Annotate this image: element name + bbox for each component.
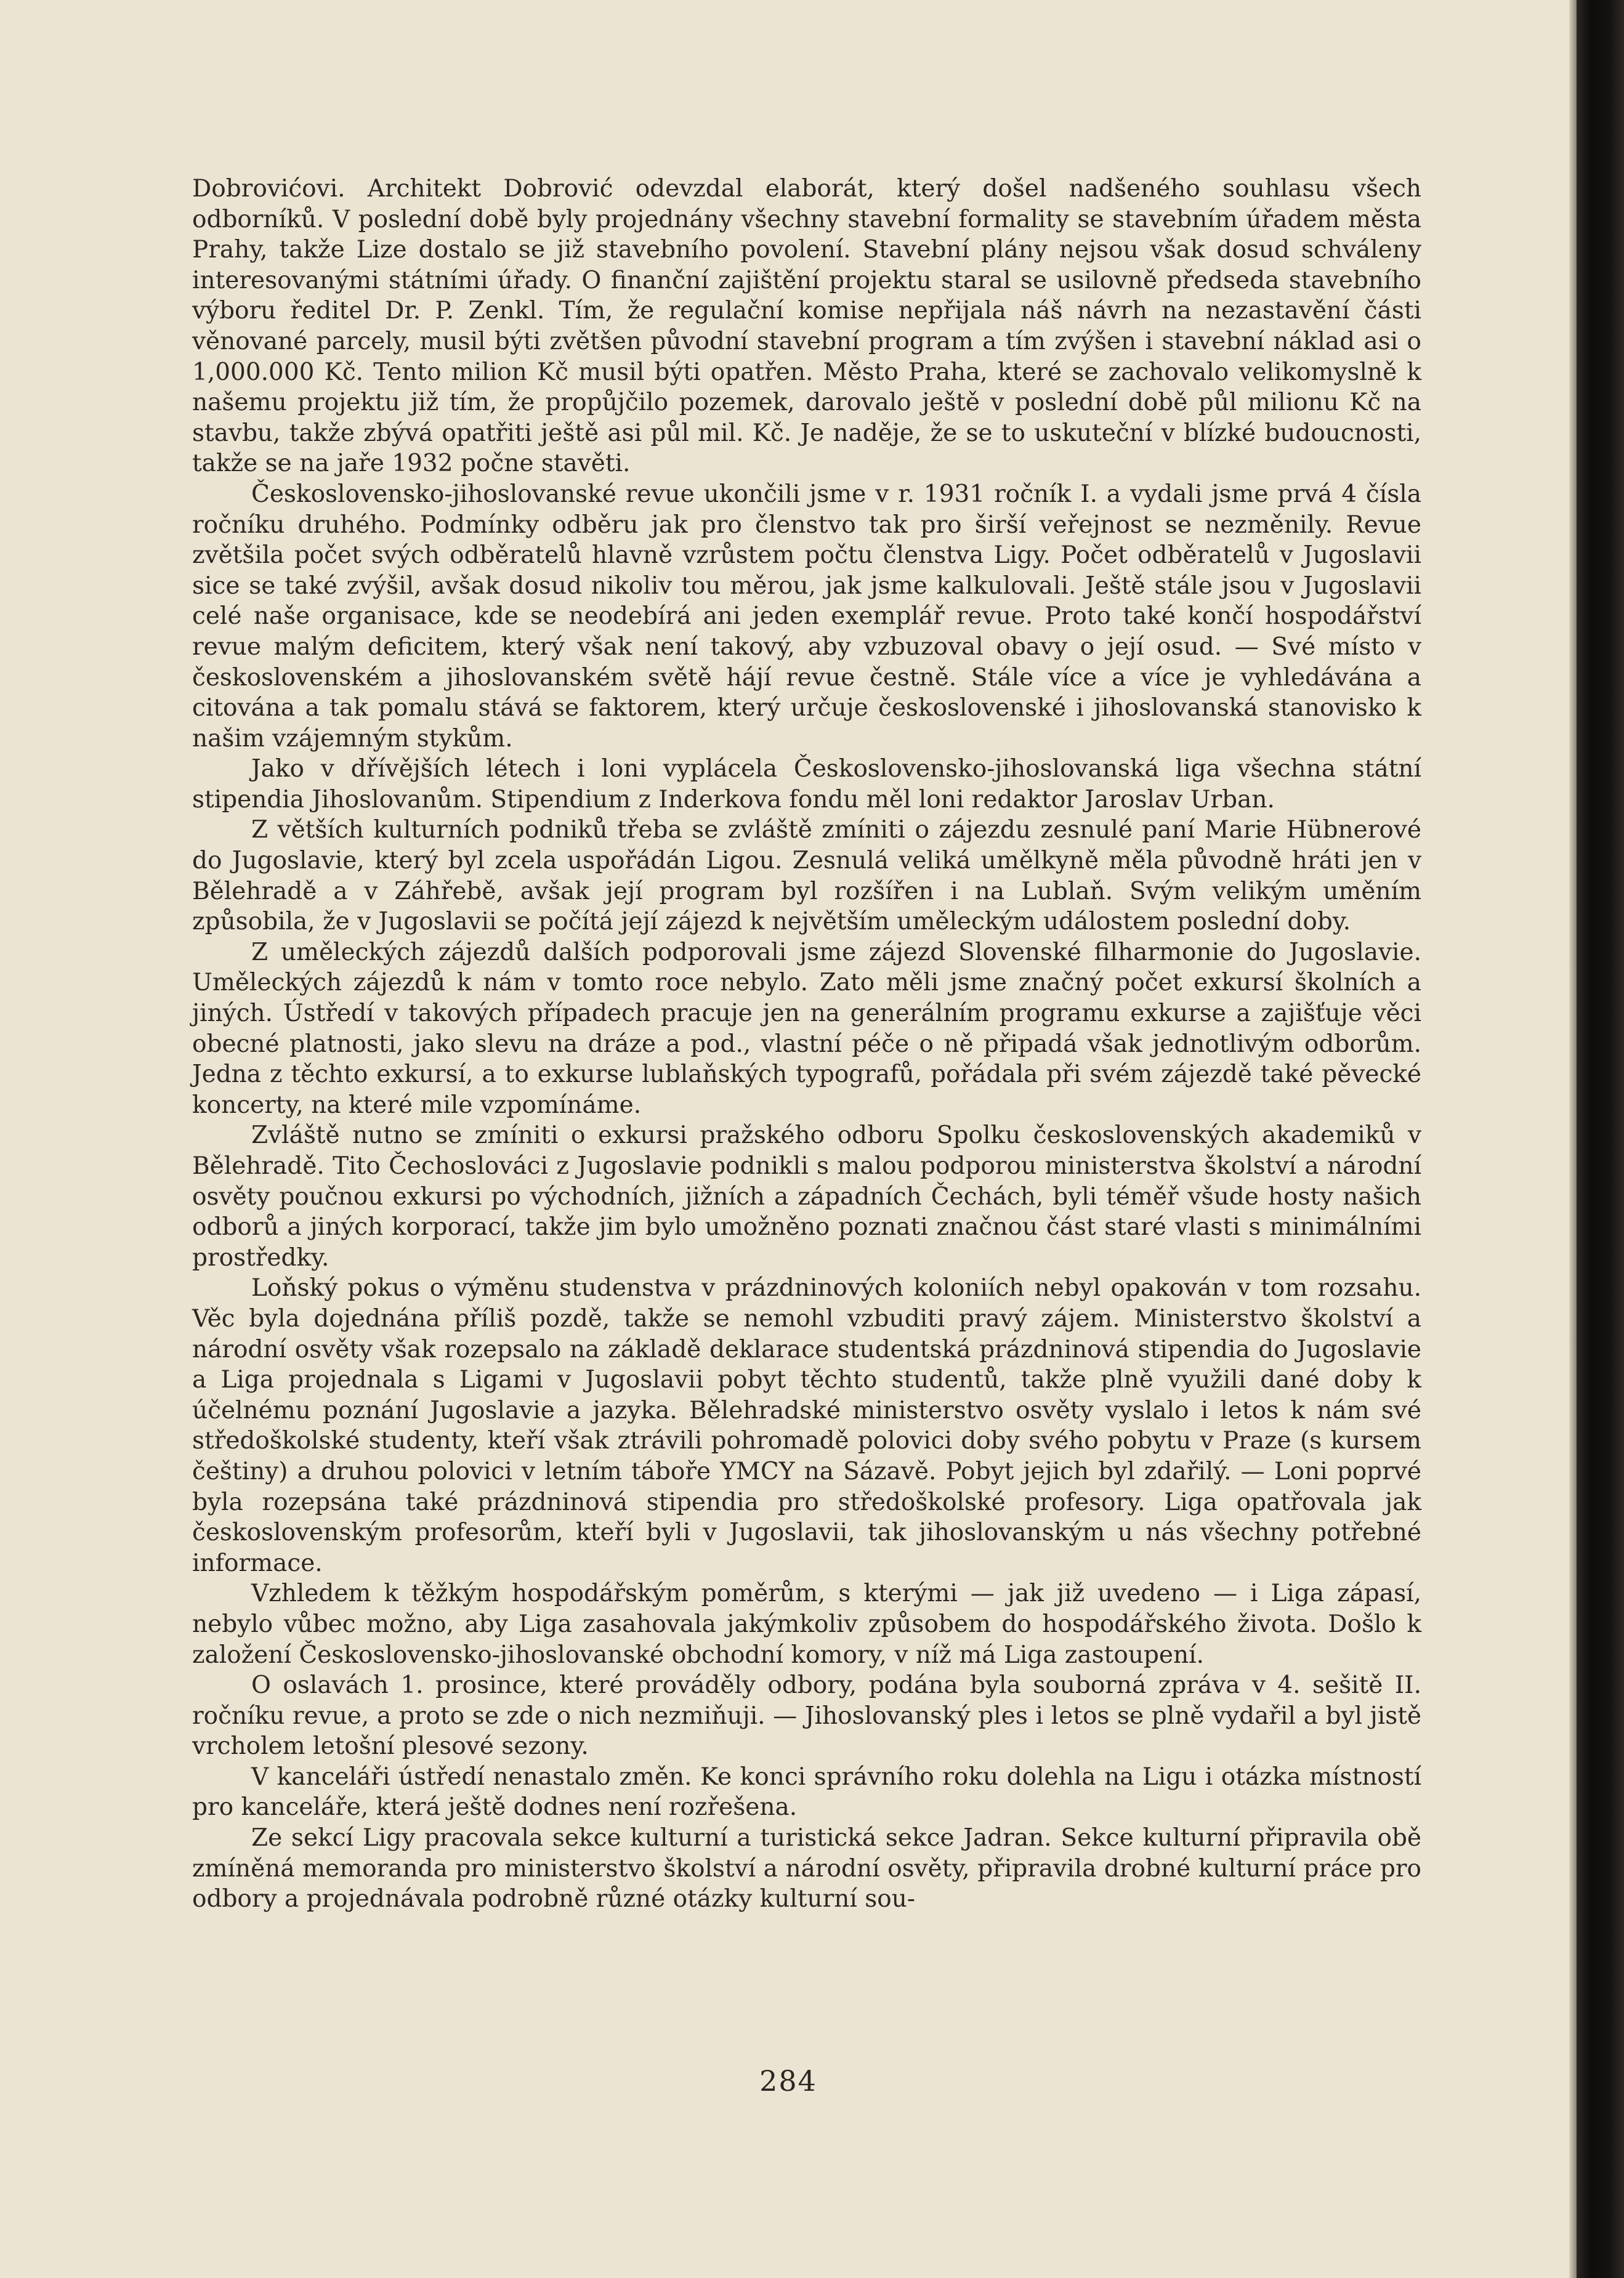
scan-border [1577, 0, 1624, 2278]
paragraph: Československo-jihoslovanské revue ukončili jsme v r. 1931 ročník I. a vydali jsme prvá 4 čísla ročníku druhého. Podmínky odběru jak pro členstvo tak pro širší veřejnost se nezměnily. Revue zvětšila počet svých odběratelů hlavně vzrůstem počtu členstva Ligy. Počet odběratelů v Jugoslavii sice se také zvýšil, avšak dosud nikoliv tou měrou, jak jsme kalkulovali. Ještě stále jsou v Jugoslavii celé naše organisace, kde se neodebírá ani jeden exemplář revue. Proto také končí hospodářství revue malým deficitem, který však není takový, aby vzbuzoval obavy o její osud. — Své místo v československém a jihoslovanském světě hájí revue čestně. Stále více a více je vyhledávána a citována a tak pomalu stává se faktorem, který určuje československé i jihoslovanská stanovisko k našim vzájemným stykům. [192, 480, 1421, 753]
page-edge-shadow [1569, 0, 1577, 2278]
paragraph: Z větších kulturních podniků třeba se zvláště zmíniti o zájezdu zesnulé paní Marie Hübnerové do Jugoslavie, který byl zcela uspořádán Ligou. Zesnulá veliká umělkyně měla původně hráti jen v Bělehradě a v Záhřebě, avšak její program byl rozšířen i na Lublaň. Svým velikým uměním způsobila, že v Jugoslavii se počítá její zájezd k největším uměleckým událostem poslední doby. [192, 816, 1421, 936]
paragraph: O oslavách 1. prosince, které prováděly odbory, podána byla souborná zpráva v 4. sešitě II. ročníku revue, a proto se zde o nich nezmiňuji. — Jihoslovanský ples i letos se plně vydařil a byl jistě vrcholem letošní plesové sezony. [192, 1671, 1421, 1761]
paragraph: Ze sekcí Ligy pracovala sekce kulturní a turistická sekce Jadran. Sekce kulturní připravila obě zmíněná memoranda pro ministerstvo školství a národní osvěty, připravila drobné kulturní práce pro odbory a projednávala podrobně různé otázky kulturní sou- [192, 1824, 1421, 1913]
page-number: 284 [759, 2064, 817, 2098]
paragraph: Z uměleckých zájezdů dalších podporovali jsme zájezd Slovenské filharmonie do Jugoslavie. Uměleckých zájezdů k nám v tomto roce nebylo. Zato měli jsme značný počet exkursí školních a jiných. Ústředí v takových případech pracuje jen na generálním programu exkurse a zajišťuje věci obecné platnosti, jako slevu na dráze a pod., vlastní péče o ně připadá však jednotlivým odborům. Jedna z těchto exkursí, a to exkurse lublaňských typografů, pořádala při svém zájezdě také pěvecké koncerty, na které mile vzpomínáme. [192, 938, 1421, 1119]
paragraph: Loňský pokus o výměnu studenstva v prázdninových koloniích nebyl opakován v tom rozsahu. Věc byla dojednána příliš pozdě, takže se nemohl vzbuditi pravý zájem. Ministerstvo školství a národní osvěty však rozepsalo na základě deklarace studentská prázdninová stipendia do Jugoslavie a Liga projednala s Ligami v Jugoslavii pobyt těchto studentů, takže plně využili dané doby k účelnému poznání Jugoslavie a jazyka. Bělehradské ministerstvo osvěty vyslalo i letos k nám své středoškolské studenty, kteří však ztrávili pohromadě polovici doby svého pobytu v Praze (s kursem češtiny) a druhou polovici v letním táboře YMCY na Sázavě. Pobyt jejich byl zdařilý. — Loni poprvé byla rozepsána také prázdninová stipendia pro středoškolské profesory. Liga opatřovala jak československým profesorům, kteří byli v Jugoslavii, tak jihoslovanským u nás všechny potřebné informace. [192, 1274, 1421, 1577]
paragraph: V kanceláři ústředí nenastalo změn. Ke konci správního roku dolehla na Ligu i otázka místností pro kanceláře, která ještě dodnes není rozřešena. [192, 1763, 1421, 1822]
paragraph: Jako v dřívějších létech i loni vyplácela Československo-jihoslovanská liga všechna státní stipendia Jihoslovanům. Stipendium z Inderkova fondu měl loni redaktor Jaroslav Urban. [192, 755, 1421, 814]
paragraph: Vzhledem k těžkým hospodářským poměrům, s kterými — jak již uvedeno — i Liga zápasí, nebylo vůbec možno, aby Liga zasahovala jakýmkoliv způsobem do hospodářského života. Došlo k založení Československo-jihoslovanské obchodní komory, v níž má Liga zastoupení. [192, 1580, 1421, 1669]
paragraph: Zvláště nutno se zmíniti o exkursi pražského odboru Spolku československých akademiků v Bělehradě. Tito Čechoslováci z Jugoslavie podnikli s malou podporou ministerstva školství a národní osvěty poučnou exkursi po východních, jižních a západních Čechách, byli téměř všude hosty našich odborů a jiných korporací, takže jim bylo umožněno poznati značnou část staré vlasti s minimálními prostředky. [192, 1121, 1421, 1272]
paragraph: Dobrovićovi. Architekt Dobrović odevzdal elaborát, který došel nadšeného souhlasu všech odborníků. V poslední době byly projednány všechny stavební formality se stavebním úřadem města Prahy, takže Lize dostalo se již stavebního povolení. Stavební plány nejsou však dosud schváleny interesovanými státními úřady. O finanční zajištění projektu staral se usilovně předseda stavebního výboru ředitel Dr. P. Zenkl. Tím, že regulační komise nepřijala náš návrh na nezastavění části věnované parcely, musil býti zvětšen původní stavební program a tím zvýšen i stavební náklad asi o 1,000.000 Kč. Tento milion Kč musil býti opatřen. Město Praha, které se zachovalo velikomyslně k našemu projektu již tím, že propůjčilo pozemek, darovalo ještě v poslední době půl milionu Kč na stavbu, takže zbývá opatřiti ještě asi půl mil. Kč. Je naděje, že se to uskuteční v blízké budoucnosti, takže se na jaře 1932 počne stavěti. [192, 175, 1421, 478]
body-text [192, 174, 1421, 1915]
